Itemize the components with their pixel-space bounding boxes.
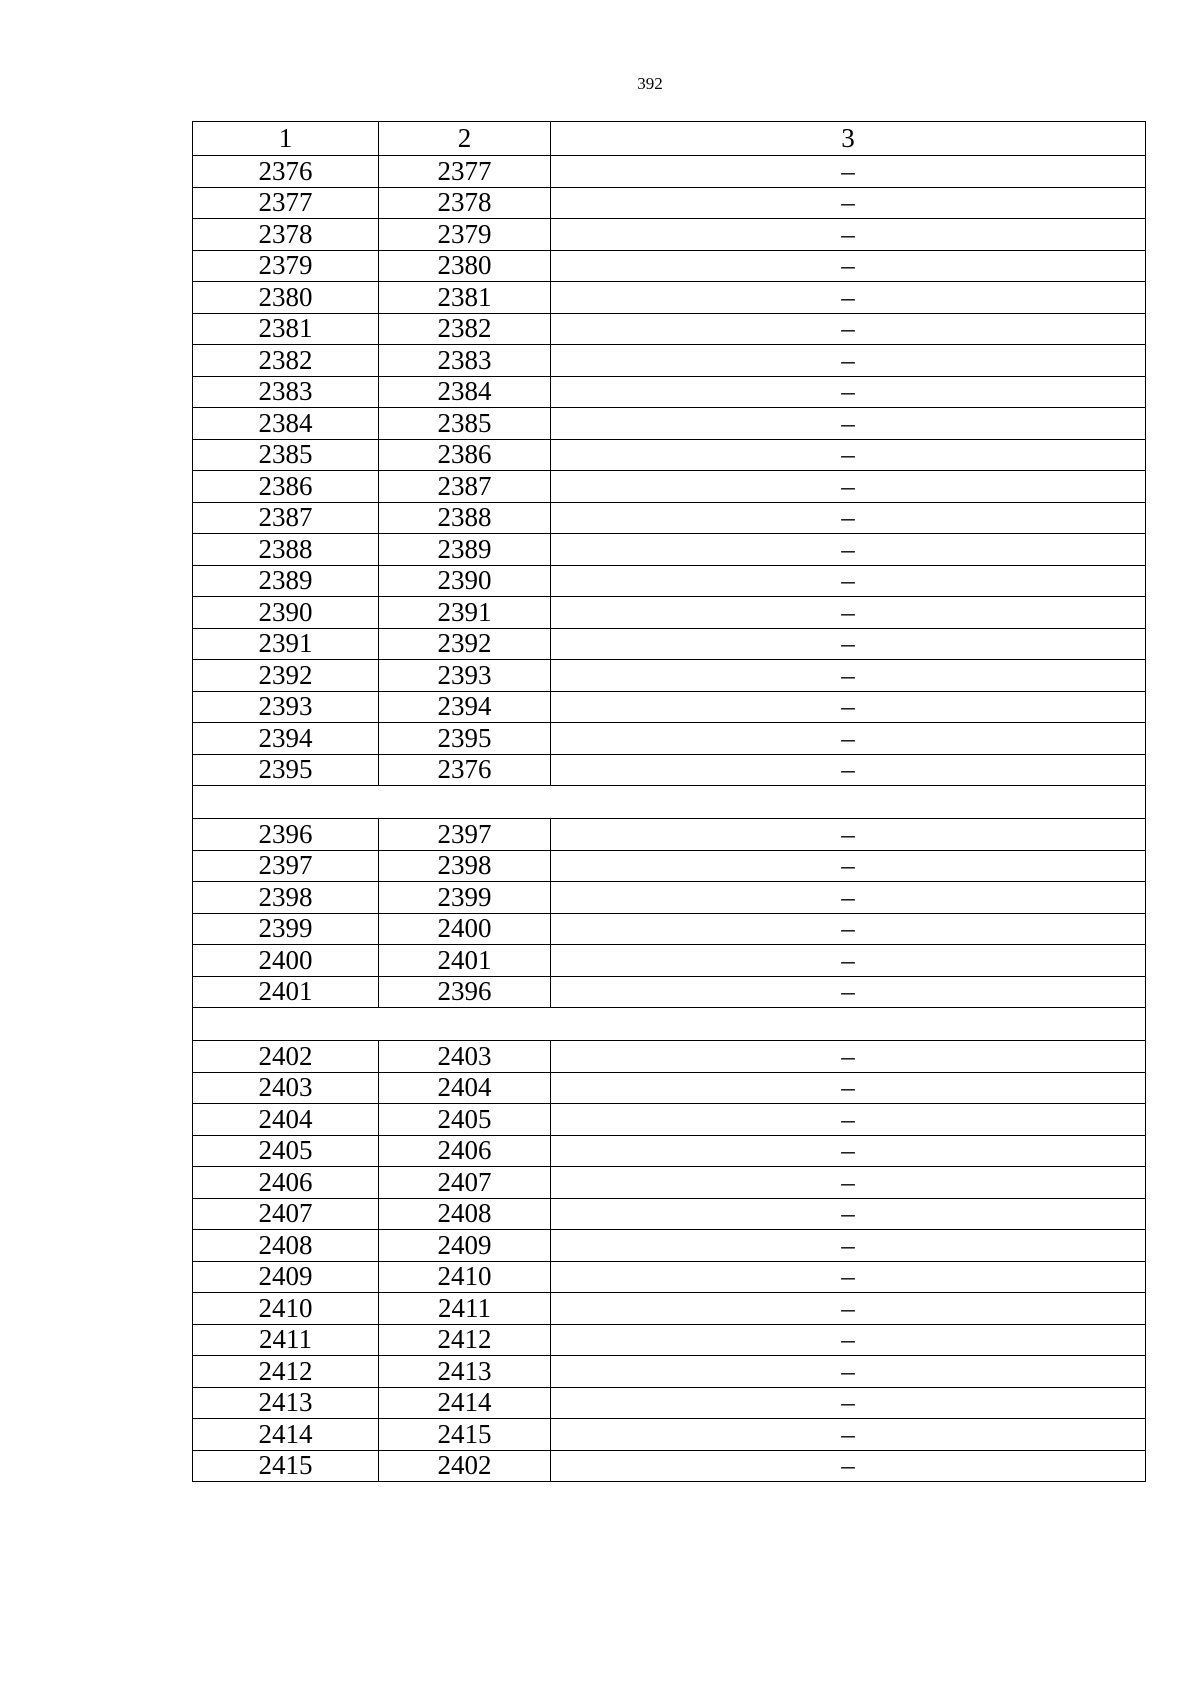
table-cell: –: [551, 502, 1146, 534]
table-row: [193, 1041, 1146, 1073]
table-row: [193, 439, 1146, 471]
table-cell: –: [551, 1041, 1146, 1073]
table-row: [193, 850, 1146, 882]
table-row: [193, 660, 1146, 692]
table-row: [193, 1261, 1146, 1293]
table-cell: –: [551, 565, 1146, 597]
table-row: [193, 1387, 1146, 1419]
table-cell: 2388: [193, 534, 379, 566]
table-cell: –: [551, 1387, 1146, 1419]
table-row: [193, 976, 1146, 1008]
table-cell: –: [551, 1072, 1146, 1104]
column-header: 3: [551, 122, 1146, 156]
table-cell: –: [551, 408, 1146, 440]
table-row: [193, 1356, 1146, 1388]
group-separator-row: [193, 786, 1146, 819]
table-cell: 2403: [193, 1072, 379, 1104]
table-cell: 2382: [193, 345, 379, 377]
data-table: [192, 121, 1146, 1482]
table-cell: 2385: [379, 408, 551, 440]
table-row: [193, 1104, 1146, 1136]
table-row: [193, 565, 1146, 597]
table-cell: –: [551, 439, 1146, 471]
table-cell: –: [551, 1230, 1146, 1262]
table-row: [193, 754, 1146, 786]
table-cell: 2388: [379, 502, 551, 534]
table-cell: 2407: [379, 1167, 551, 1199]
table-row: [193, 408, 1146, 440]
table-row: [193, 1293, 1146, 1325]
table-cell: 2387: [193, 502, 379, 534]
table-cell: –: [551, 471, 1146, 503]
table-cell: 2412: [193, 1356, 379, 1388]
table-row: [193, 1230, 1146, 1262]
table-cell: 2405: [193, 1135, 379, 1167]
separator-cell: [193, 786, 1146, 819]
table-cell: –: [551, 1167, 1146, 1199]
table-cell: 2383: [193, 376, 379, 408]
table-cell: 2390: [379, 565, 551, 597]
table-cell: –: [551, 250, 1146, 282]
table-cell: –: [551, 187, 1146, 219]
table-cell: –: [551, 1293, 1146, 1325]
table-cell: 2404: [379, 1072, 551, 1104]
table-cell: –: [551, 597, 1146, 629]
table-cell: 2396: [379, 976, 551, 1008]
table-cell: 2394: [193, 723, 379, 755]
table-row: [193, 534, 1146, 566]
table-cell: 2413: [379, 1356, 551, 1388]
table-cell: 2386: [379, 439, 551, 471]
table-cell: 2395: [379, 723, 551, 755]
table-cell: 2415: [379, 1419, 551, 1451]
table-cell: 2384: [379, 376, 551, 408]
table-row: [193, 819, 1146, 851]
table-cell: 2397: [193, 850, 379, 882]
table-cell: 2406: [379, 1135, 551, 1167]
table-cell: 2390: [193, 597, 379, 629]
table-cell: –: [551, 945, 1146, 977]
table-row: [193, 156, 1146, 188]
table-cell: –: [551, 282, 1146, 314]
table-cell: 2395: [193, 754, 379, 786]
table-cell: 2378: [379, 187, 551, 219]
table-cell: –: [551, 1450, 1146, 1482]
table-cell: –: [551, 219, 1146, 251]
group-separator-row: [193, 1008, 1146, 1041]
table-cell: –: [551, 1324, 1146, 1356]
table-cell: –: [551, 850, 1146, 882]
table-cell: 2377: [193, 187, 379, 219]
table-cell: 2386: [193, 471, 379, 503]
table-row: [193, 219, 1146, 251]
table-cell: 2396: [193, 819, 379, 851]
table-cell: 2382: [379, 313, 551, 345]
table-cell: –: [551, 1419, 1146, 1451]
table-cell: –: [551, 913, 1146, 945]
table-row: [193, 945, 1146, 977]
table-cell: 2391: [193, 628, 379, 660]
table-cell: –: [551, 882, 1146, 914]
table-cell: 2411: [193, 1324, 379, 1356]
table-cell: 2387: [379, 471, 551, 503]
table-row: [193, 628, 1146, 660]
table-cell: 2380: [193, 282, 379, 314]
table-cell: 2379: [379, 219, 551, 251]
table-cell: 2391: [379, 597, 551, 629]
table-cell: 2412: [379, 1324, 551, 1356]
table-cell: 2392: [379, 628, 551, 660]
table-cell: 2404: [193, 1104, 379, 1136]
table-cell: 2402: [379, 1450, 551, 1482]
table-cell: 2400: [379, 913, 551, 945]
table-cell: 2414: [193, 1419, 379, 1451]
table-cell: 2408: [379, 1198, 551, 1230]
table-row: [193, 471, 1146, 503]
header-row: [193, 122, 1146, 156]
table-cell: 2398: [379, 850, 551, 882]
table-cell: 2393: [379, 660, 551, 692]
table-row: [193, 1450, 1146, 1482]
table-cell: –: [551, 1104, 1146, 1136]
table-cell: 2409: [379, 1230, 551, 1262]
table-cell: –: [551, 1356, 1146, 1388]
table-cell: 2401: [193, 976, 379, 1008]
table-row: [193, 502, 1146, 534]
table-cell: 2415: [193, 1450, 379, 1482]
table-body: [193, 122, 1146, 1482]
table-cell: –: [551, 156, 1146, 188]
table-cell: 2379: [193, 250, 379, 282]
table-row: [193, 187, 1146, 219]
table-cell: 2397: [379, 819, 551, 851]
table-cell: –: [551, 660, 1146, 692]
table-row: [193, 376, 1146, 408]
table-cell: 2394: [379, 691, 551, 723]
table-cell: 2414: [379, 1387, 551, 1419]
table-cell: 2381: [379, 282, 551, 314]
table-cell: 2383: [379, 345, 551, 377]
table-row: [193, 723, 1146, 755]
table-cell: 2408: [193, 1230, 379, 1262]
table-cell: 2392: [193, 660, 379, 692]
table-cell: –: [551, 534, 1146, 566]
table-cell: –: [551, 691, 1146, 723]
table-cell: –: [551, 723, 1146, 755]
table-cell: 2381: [193, 313, 379, 345]
table-cell: 2413: [193, 1387, 379, 1419]
table-cell: 2407: [193, 1198, 379, 1230]
table-cell: 2400: [193, 945, 379, 977]
table-cell: 2405: [379, 1104, 551, 1136]
table-cell: 2389: [193, 565, 379, 597]
table-row: [193, 691, 1146, 723]
table-row: [193, 1167, 1146, 1199]
table-cell: –: [551, 345, 1146, 377]
table-row: [193, 913, 1146, 945]
table-cell: 2376: [379, 754, 551, 786]
table-row: [193, 313, 1146, 345]
table-cell: 2402: [193, 1041, 379, 1073]
table-row: [193, 282, 1146, 314]
table-row: [193, 1135, 1146, 1167]
table-cell: 2398: [193, 882, 379, 914]
page-number: 392: [637, 74, 663, 93]
table-cell: 2403: [379, 1041, 551, 1073]
table-cell: 2384: [193, 408, 379, 440]
table-cell: 2380: [379, 250, 551, 282]
table-cell: 2399: [193, 913, 379, 945]
table-cell: 2393: [193, 691, 379, 723]
table-row: [193, 250, 1146, 282]
table-row: [193, 882, 1146, 914]
table-cell: –: [551, 376, 1146, 408]
column-header: 2: [379, 122, 551, 156]
table-cell: –: [551, 819, 1146, 851]
table-cell: –: [551, 754, 1146, 786]
table-row: [193, 1419, 1146, 1451]
table-cell: –: [551, 976, 1146, 1008]
separator-cell: [193, 1008, 1146, 1041]
table-cell: 2401: [379, 945, 551, 977]
table-cell: –: [551, 1135, 1146, 1167]
table-cell: 2376: [193, 156, 379, 188]
table-cell: 2410: [193, 1293, 379, 1325]
table-row: [193, 1072, 1146, 1104]
table-cell: –: [551, 313, 1146, 345]
table-cell: 2389: [379, 534, 551, 566]
table-cell: –: [551, 1261, 1146, 1293]
table-cell: 2378: [193, 219, 379, 251]
table-cell: –: [551, 628, 1146, 660]
table-row: [193, 597, 1146, 629]
table-row: [193, 1324, 1146, 1356]
table-cell: 2399: [379, 882, 551, 914]
table-cell: 2406: [193, 1167, 379, 1199]
table-cell: 2410: [379, 1261, 551, 1293]
table-cell: 2409: [193, 1261, 379, 1293]
table-cell: 2411: [379, 1293, 551, 1325]
column-header: 1: [193, 122, 379, 156]
table-cell: 2385: [193, 439, 379, 471]
table-cell: –: [551, 1198, 1146, 1230]
table-cell: 2377: [379, 156, 551, 188]
table-row: [193, 1198, 1146, 1230]
table-row: [193, 345, 1146, 377]
